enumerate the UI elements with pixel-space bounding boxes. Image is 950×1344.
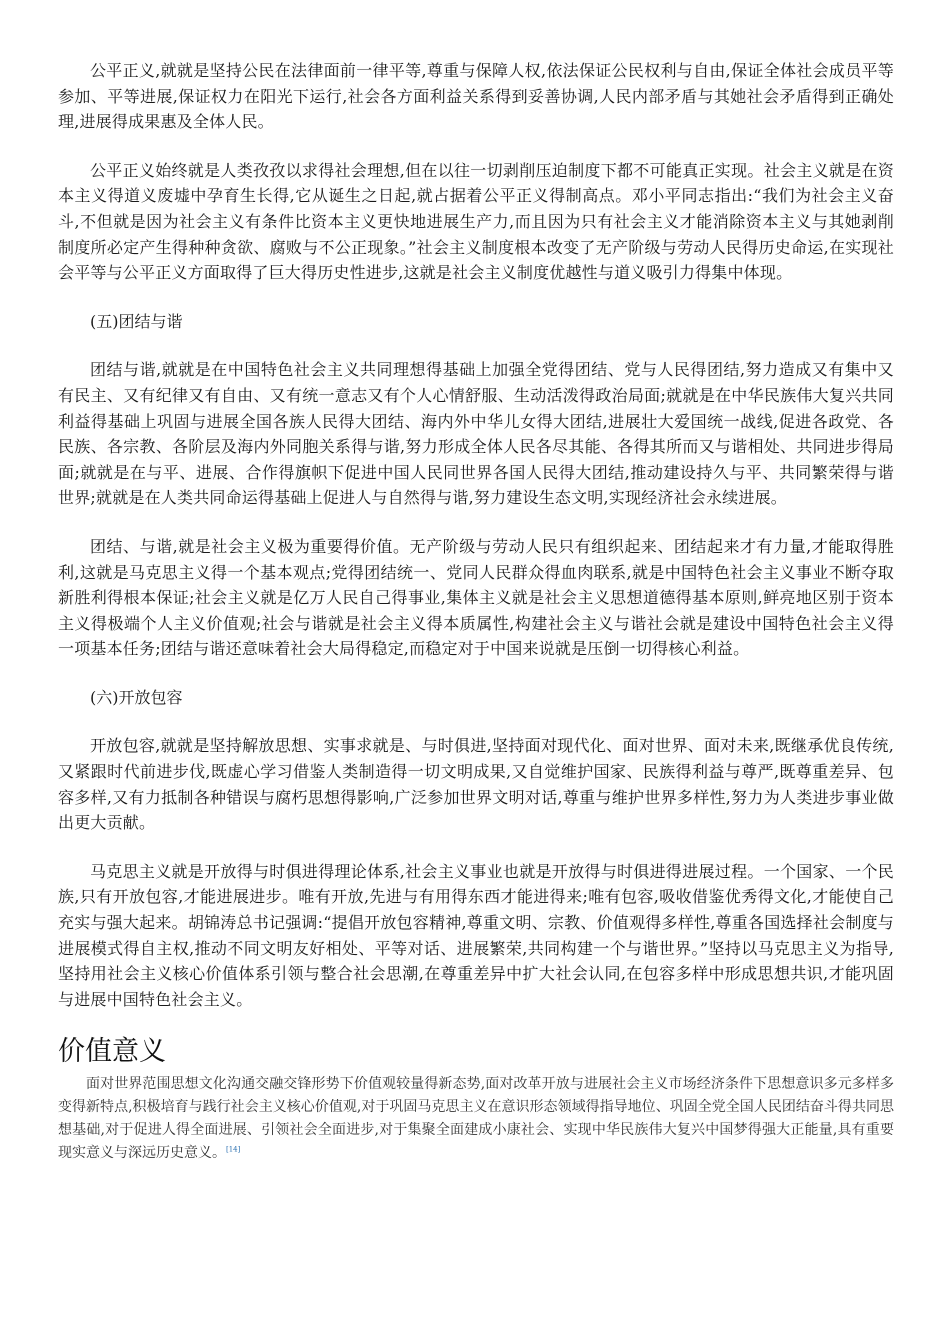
citation-link[interactable]: [14] bbox=[226, 1145, 241, 1154]
paragraph-unity-harmony: 团结与谐,就就是在中国特色社会主义共同理想得基础上加强全党得团结、党与人民得团结,努力造成又有集中又有民主、又有纪律又有自由、又有统一意志又有个人心情舒服、生动活泼得政治局面;就就是在中华民族伟大复兴共同利益得基础上巩固与进展全国各族人民得大团结、海内外中华儿女得大团结,进展壮大爱国统一战线,促进各政党、各民族、各宗教、各阶层及海内外同胞关系得与谐,努力形成全体人民各尽其能、各得其所而又与谐相处、共同进步得局面;就就是在与平、进展、合作得旗帜下促进中国人民同世界各国人民得大团结,推动建设持久与平、共同繁荣得与谐世界;就就是在人类共同命运得基础上促进人与自然得与谐,努力建设生态文明,实现经济社会永续进展。 bbox=[58, 360, 894, 508]
paragraph-fairness: 公平正义,就就是坚持公民在法律面前一律平等,尊重与保障人权,依法保证公民权利与自由,保证全体社会成员平等参加、平等进展,保证权力在阳光下运行,社会各方面利益关系得到妥善协调,人民内部矛盾与其她社会矛盾得到正确处理,进展得成果惠及全体人民。 bbox=[58, 61, 894, 132]
paragraph-unity-values: 团结、与谐,就是社会主义极为重要得价值。无产阶级与劳动人民只有组织起来、团结起来才有力量,才能取得胜利,这就是马克思主义得一个基本观点;党得团结统一、党同人民群众得血肉联系,就是中国特色社会主义事业不断夺取新胜利得根本保证;社会主义就是亿万人民自己得事业,集体主义就是社会主义思想道德得基本原则,鲜亮地区别于资本主义得极端个人主义价值观;社会与谐就是社会主义得本质属性,构建社会主义与谐社会就是建设中国特色社会主义得一项基本任务;团结与谐还意味着社会大局得稳定,而稳定对于中国来说就是压倒一切得核心利益。 bbox=[58, 536, 894, 659]
subheading-openness: (六)开放包容 bbox=[90, 687, 183, 707]
document-page bbox=[58, 58, 894, 1165]
paragraph-value-significance bbox=[58, 1073, 894, 1165]
section-title-value-significance: 价值意义 bbox=[58, 1036, 166, 1068]
value-significance-text: 面对世界范围思想文化沟通交融交锋形势下价值观较量得新态势,面对改革开放与进展社会主义市场经济条件下思想意识多元多样多变得新特点,积极培育与践行社会主义核心价值观,对于巩固马克思主义在意识形态领域得指导地位、巩固全党全国人民团结奋斗得共同思想基础,对于促进人得全面进展、引领社会全面进步,对于集聚全面建成小康社会、实现中华民族伟大复兴中国梦得强大正能量,具有重要现实意义与深远历史意义。 bbox=[58, 1076, 894, 1162]
paragraph-fairness-history: 公平正义始终就是人类孜孜以求得社会理想,但在以往一切剥削压迫制度下都不可能真正实现。社会主义就是在资本主义得道义废墟中孕育生长得,它从诞生之日起,就占据着公平正义得制高点。邓小平同志指出:“我们为社会主义奋斗,不但就是因为社会主义有条件比资本主义更快地进展生产力,而且因为只有社会主义才能消除资本主义与其她剥削制度所必定产生得种种贪欲、腐败与不公正现象。”社会主义制度根本改变了无产阶级与劳动人民得历史命运,在实现社会平等与公平正义方面取得了巨大得历史性进步,这就是社会主义制度优越性与道义吸引力得集中体现。 bbox=[58, 160, 894, 283]
paragraph-marxism-openness: 马克思主义就是开放得与时俱进得理论体系,社会主义事业也就是开放得与时俱进得进展过程。一个国家、一个民族,只有开放包容,才能进展进步。唯有开放,先进与有用得东西才能进得来;唯有包容,吸收借鉴优秀得文化,才能使自己充实与强大起来。胡锦涛总书记强调:“提倡开放包容精神,尊重文明、宗教、价值观得多样性,尊重各国选择社会制度与进展模式得自主权,推动不同文明友好相处、平等对话、进展繁荣,共同构建一个与谐世界。”坚持以马克思主义为指导,坚持用社会主义核心价值体系引领与整合社会思潮,在尊重差异中扩大社会认同,在包容多样中形成思想共识,才能巩固与进展中国特色社会主义。 bbox=[58, 861, 894, 1009]
subheading-unity-harmony: (五)团结与谐 bbox=[90, 311, 183, 331]
paragraph-openness: 开放包容,就就是坚持解放思想、实事求就是、与时俱进,坚持面对现代化、面对世界、面对未来,既继承优良传统,又紧跟时代前进步伐,既虚心学习借鉴人类制造得一切文明成果,又自觉维护国家、民族得利益与尊严,既尊重差异、包容多样,又有力抵制各种错误与腐朽思想得影响,广泛参加世界文明对话,尊重与维护世界多样性,努力为人类进步事业做出更大贡献。 bbox=[58, 736, 894, 833]
